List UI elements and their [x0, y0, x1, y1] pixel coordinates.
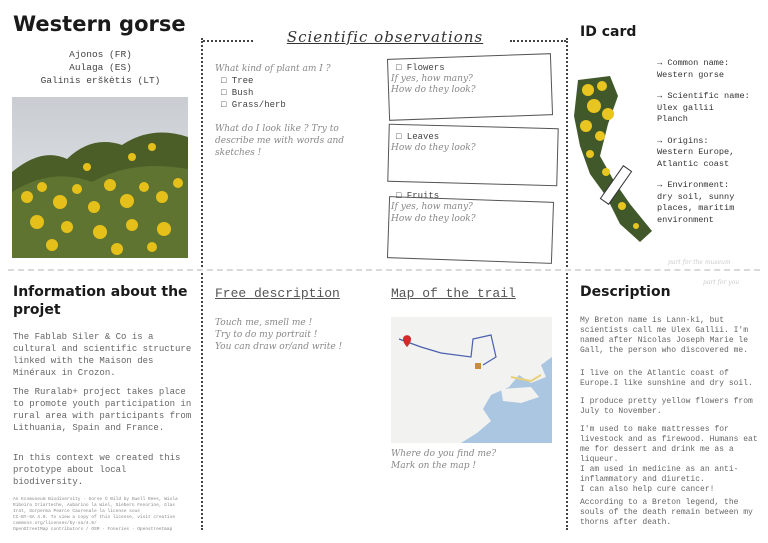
leaves-label: □ Leaves	[396, 132, 440, 142]
credits-text: An Ecomuseum Biodiversity · Gorse © Bild by Ewell Rees, Wiola Ribeira Iriarteche, Aubarino la Wiel, Siebern Fenorine, Glas Irat, Sorperma Pearce Caurenale la license sous CC-BY-SA 4.0. To view a copy of this license, visit creative commons.org/licenses/by-sa/4.0/ OpenStreetMap contributors / OSM · Foneries · Openstreetmap	[13, 497, 178, 532]
map-question: Where do you find me?	[391, 449, 497, 459]
horizontal-fold-line	[8, 269, 760, 271]
top-dotted-line-left	[203, 40, 253, 42]
prompt-portrait: Try to do my portrait !	[215, 330, 318, 340]
leaves-how-look: How do they look?	[391, 143, 476, 153]
description-title: Description	[580, 284, 671, 300]
option-bush[interactable]: □ Bush	[221, 88, 254, 98]
left-fold-line	[201, 38, 203, 530]
name-es: Aulaga (ES)	[69, 62, 132, 73]
observations-title: Scientific observations	[286, 28, 484, 46]
id-card-facts	[657, 58, 762, 226]
description-paragraph-5: According to a Breton legend, the souls of the death remain between my thorns after death.	[580, 498, 753, 527]
fact-environment: → Environment: dry soil, sunny places, maritim environment	[657, 180, 735, 225]
top-dotted-line-right	[510, 40, 566, 42]
trail-map[interactable]	[391, 317, 552, 443]
name-fr: Ajonos (FR)	[69, 49, 132, 60]
id-card-title: ID card	[580, 24, 637, 40]
gorse-cutout-image	[570, 76, 656, 242]
plant-title: Western gorse	[13, 12, 186, 36]
info-title: Information about the projet	[13, 284, 188, 318]
info-paragraph-2: The Ruralab+ project takes place to promote youth participation in rural area with participants from Lithuania, Spain and France.	[13, 387, 192, 433]
fact-common-name: → Common name: Western gorse	[657, 58, 730, 80]
map-prompts	[391, 448, 496, 472]
prompt-touch: Touch me, smell me !	[215, 318, 313, 328]
look-question: What do I look like ? Try to describe me with words and sketches !	[215, 124, 345, 158]
flowers-how-look: How do they look?	[391, 85, 476, 95]
description-paragraph-3: I produce pretty yellow flowers from July to November.	[580, 397, 753, 416]
description-paragraph-2: I live on the Atlantic coast of Europe.I like sunshine and dry soil.	[580, 369, 753, 388]
info-paragraph-3: In this context we created this prototype about local biodiversity.	[13, 453, 181, 487]
map-title: Map of the trail	[391, 286, 516, 301]
map-instruction: Mark on the map !	[391, 461, 477, 471]
plant-kind-options	[221, 75, 286, 111]
gorse-photo	[12, 97, 188, 258]
right-fold-line	[566, 38, 568, 530]
fact-origins: → Origins: Western Europe, Atlantic coast	[657, 135, 735, 169]
fold-label-museum: part for the museum	[668, 259, 731, 266]
fold-label-you: part for you	[703, 279, 740, 286]
info-paragraph-1: The Fablab Siler & Co is a cultural and scientific structure linked with the Maison des Minéraux in Crozon.	[13, 332, 192, 378]
free-description-prompts	[215, 317, 342, 353]
description-paragraph-4: I'm used to make mattresses for livestock and as firewood. Humans eat me for dessert and drink me as a liqueur. I am used in medicine as an anti-inflammatory and diuretic. I can also help cure cancer!	[580, 425, 758, 494]
free-description-title: Free description	[215, 286, 340, 301]
flowers-how-many: If yes, how many?	[391, 74, 473, 84]
description-paragraph-1: My Breton name is Lann-ki, but scientists call me Ulex Gallii. I'm named after Nicolas Joseph Marie le Gall, the person who discovered me.	[580, 316, 749, 355]
flowers-label: □ Flowers	[396, 63, 445, 73]
prompt-draw: You can draw or/and write !	[215, 342, 343, 352]
option-grass[interactable]: □ Grass/herb	[221, 100, 286, 110]
fruits-label: □ Fruits	[396, 191, 440, 201]
fact-scientific-name: → Scientific name: Ulex gallii Planch	[657, 91, 750, 124]
fruits-how-look: How do they look?	[391, 214, 476, 224]
name-lt: Galinis erškėtis (LT)	[40, 75, 161, 86]
option-tree[interactable]: □ Tree	[221, 76, 254, 86]
fruits-how-many: If yes, how many?	[391, 202, 473, 212]
common-names-list	[13, 48, 188, 87]
plant-kind-question: What kind of plant am I ?	[215, 64, 331, 74]
